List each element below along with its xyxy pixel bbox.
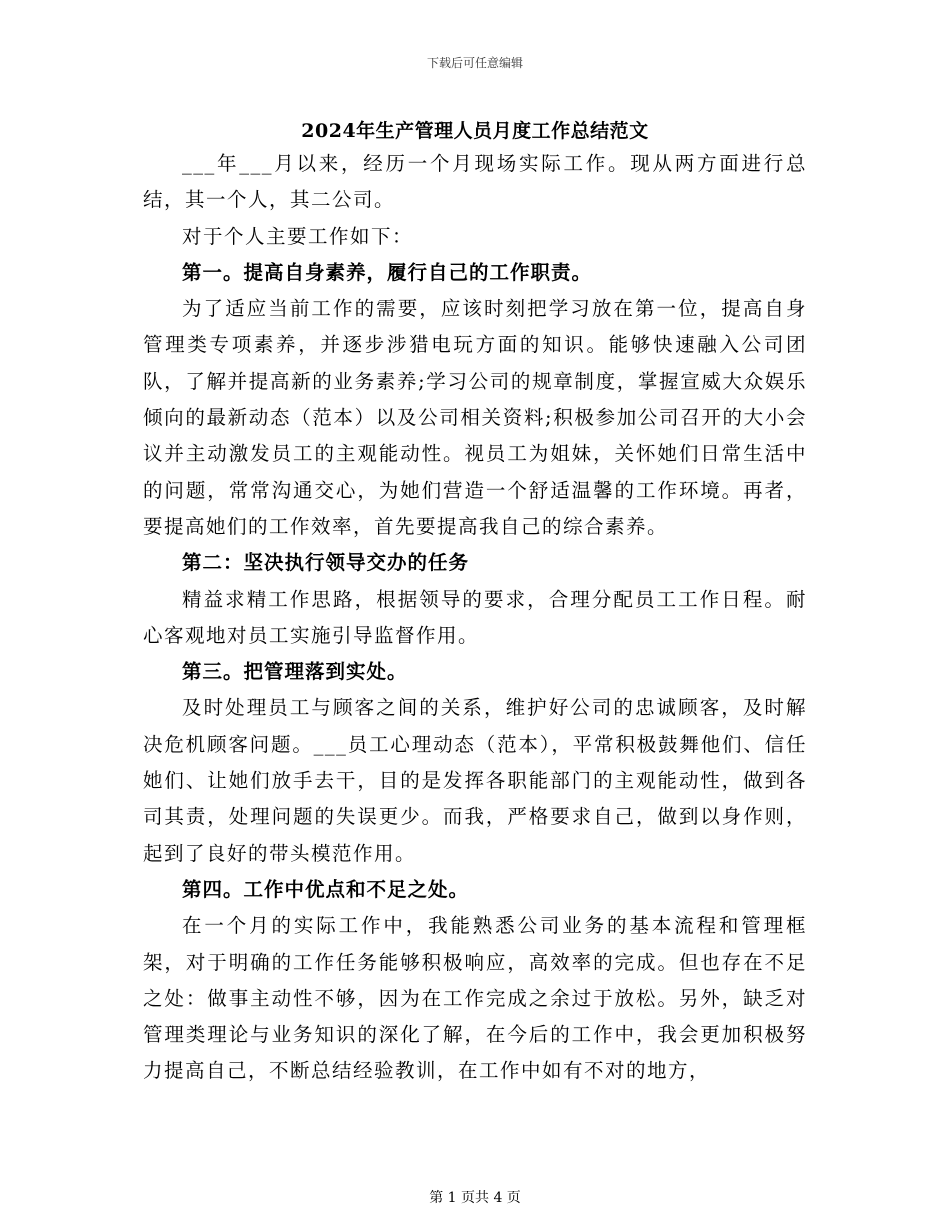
header-note: 下载后可任意编辑 xyxy=(426,56,523,70)
section-paragraph-1: 为了适应当前工作的需要，应该时刻把学习放在第一位，提高自身管理类专项素养，并逐步涉猎电玩方面的知识。能够快速融入公司团队，了解并提高新的业务素养;学习公司的规章制度，掌握宣威大众娱乐倾向的最新动态（范本）以及公司相关资料;积极参加公司召开的大小会议并主动激发员工的主观能动性。视员工为姐妹，关怀她们日常生活中的问题，常常沟通交心，为她们营造一个舒适温馨的工作环境。再者，要提高她们的工作效率，首先要提高我自己的综合素养。 xyxy=(143,297,807,538)
intro-paragraph: ___年___月以来，经历一个月现场实际工作。现从两方面进行总结，其一个人，其二公司。 xyxy=(143,152,807,212)
section-paragraph-2: 精益求精工作思路，根据领导的要求，合理分配员工工作日程。耐心客观地对员工实施引导监督作用。 xyxy=(143,587,807,647)
document-body xyxy=(143,146,807,1090)
page-number: 第 1 页共 4 页 xyxy=(429,1190,521,1206)
personal-work-lead: 对于个人主要工作如下： xyxy=(182,224,414,248)
section-heading-3: 第三。把管理落到实处。 xyxy=(182,660,408,684)
section-heading-2: 第二：坚决执行领导交办的任务 xyxy=(182,551,470,575)
section-paragraph-4: 在一个月的实际工作中，我能熟悉公司业务的基本流程和管理框架，对于明确的工作任务能够积极响应，高效率的完成。但也存在不足之处：做事主动性不够，因为在工作完成之余过于放松。另外，缺乏对管理类理论与业务知识的深化了解，在今后的工作中，我会更加积极努力提高自己，不断总结经验教训，在工作中如有不对的地方， xyxy=(143,914,807,1083)
section-heading-4: 第四。工作中优点和不足之处。 xyxy=(182,877,470,901)
document-title: 2024年生产管理人员月度工作总结范文 xyxy=(301,120,649,142)
section-paragraph-3: 及时处理员工与顾客之间的关系，维护好公司的忠诚顾客，及时解决危机顾客问题。___员工心理动态（范本），平常积极鼓舞他们、信任她们、让她们放手去干，目的是发挥各职能部门的主观能动性，做到各司其责，处理问题的失误更少。而我，严格要求自己，做到以身作则，起到了良好的带头模范作用。 xyxy=(143,696,807,865)
section-heading-1: 第一。提高自身素养，履行自己的工作职责。 xyxy=(182,260,593,284)
